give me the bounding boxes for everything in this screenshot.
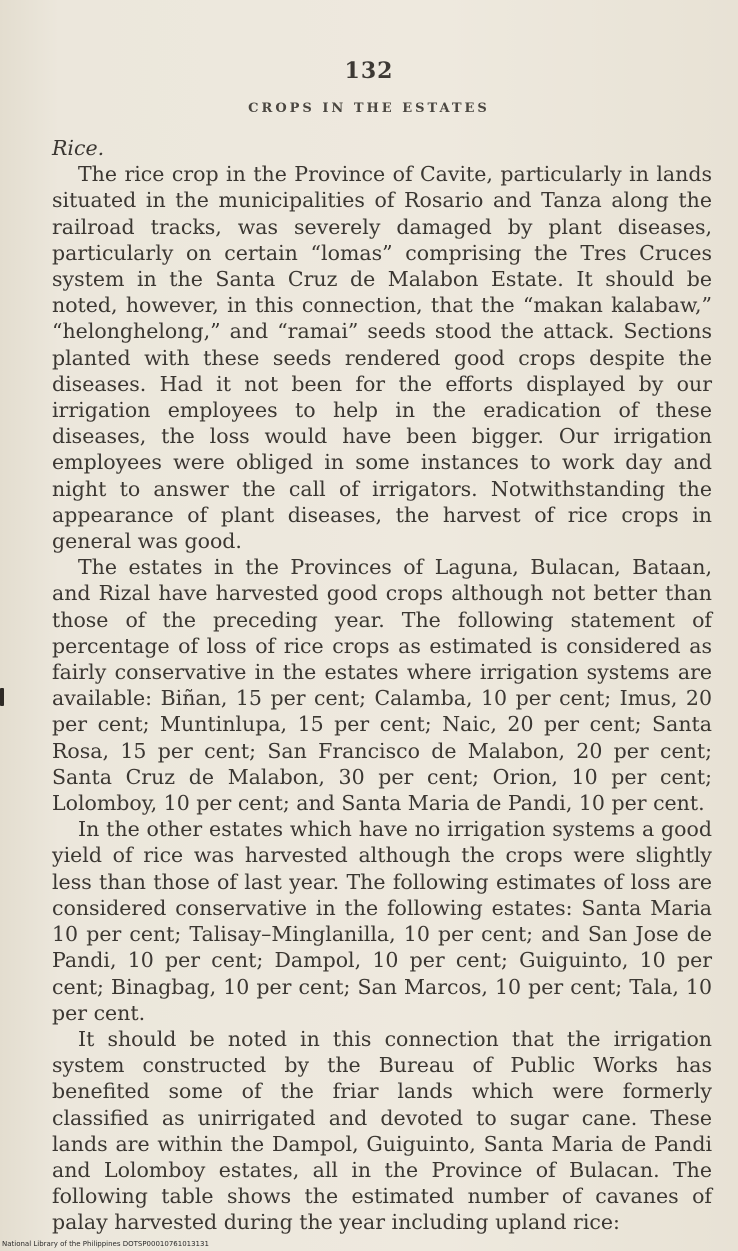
- paragraph-bulacan-irrigation: It should be noted in this connection that the irrigation system constructed by the Bureau of Public Works has benefited some of the friar lands which were formerly classified as unirrigated and devoted to sugar cane. These lands are within the Dampol, Guiguinto, Santa Maria de Pandi and Lolomboy estates, all in the Province of Bulacan. The following table shows the estimated number of cavanes of palay harvested during the year including upland rice:: [52, 1026, 712, 1235]
- paragraph-non-irrigated-estates: In the other estates which have no irrigation systems a good yield of rice was harvested although the crops were slightly less than those of last year. The following estimates of loss are considered conservative in the following estates: Santa Maria 10 per cent; Talisay–Minglanilla, 10 per cent; and San Jose de Pandi, 10 per cent; Dampol, 10 per cent; Guiguinto, 10 per cent; Binagbag, 10 per cent; San Marcos, 10 per cent; Tala, 10 per cent.: [52, 817, 712, 1025]
- body-text: [52, 135, 712, 1236]
- paragraph-cavite: The rice crop in the Province of Cavite, particularly in lands situated in the municipalities of Rosario and Tanza along the railroad tracks, was severely damaged by plant diseases, particularly on certain “lomas” comprising the Tres Cruces system in the Santa Cruz de Malabon Estate. It should be noted, however, in this connection, that the “makan kalabaw,” “helonghelong,” and “ramai” seeds stood the attack. Sections planted with these seeds rendered good crops despite the diseases. Had it not been for the efforts displayed by our irrigation employees to help in the eradication of these diseases, the loss would have been bigger. Our irrigation employees were obliged in some instances to work day and night to answer the call of irrigators. Notwithstanding the appearance of plant diseases, the harvest of rice crops in general was good.: [52, 162, 712, 554]
- page-number: 132: [344, 58, 394, 84]
- paragraph-irrigated-estates: The estates in the Provinces of Laguna, Bulacan, Bataan, and Rizal have harvested good crops although not better than those of the preceding year. The following statement of percentage of loss of rice crops as estimated is considered as fairly conservative in the estates where irrigation systems are available: Biñan, 15 per cent; Calamba, 10 per cent; Imus, 20 per cent; Muntinlupa, 15 per cent; Naic, 20 per cent; Santa Rosa, 15 per cent; San Francisco de Malabon, 20 per cent; Santa Cruz de Malabon, 30 per cent; Orion, 10 per cent; Lolomboy, 10 per cent; and Santa Maria de Pandi, 10 per cent.: [52, 555, 712, 816]
- running-head: CROPS IN THE ESTATES: [248, 101, 490, 116]
- binding-mark: [0, 688, 4, 706]
- scan-footer: National Library of the Philippines DOTSP00010761013131: [2, 1240, 209, 1248]
- section-heading: Rice.: [52, 136, 105, 160]
